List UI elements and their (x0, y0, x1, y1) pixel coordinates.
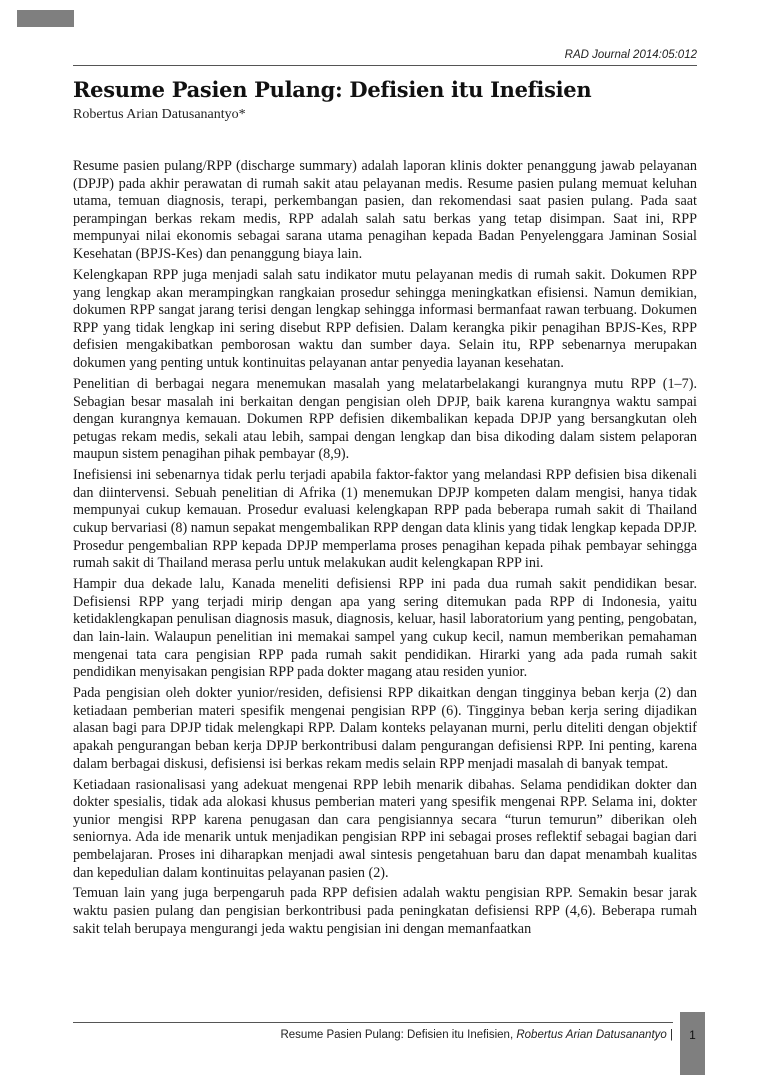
paragraph-5: Hampir dua dekade lalu, Kanada meneliti defisiensi RPP ini pada dua rumah sakit pendidikan besar. Defisiensi RPP yang terjadi mirip dengan apa yang sering ditemukan pada RPP di Indonesia, yaitu ketidaklengkapan penulisan diagnosis masuk, diagnosis, keluar, hasil laboratorium yang penting, pengobatan, dan lain-lain. Walaupun penelitian ini memakai sampel yang cukup kecil, namun memberikan pemahaman mengenai tata cara pengisian RPP pada rumah sakit pendidikan. Hirarki yang ada pada rumah sakit pendidikan menyisakan pengisian RPP pada dokter magang atau residen yunior. (73, 576, 697, 681)
footer-title: Resume Pasien Pulang: Defisien itu Inefisien, (280, 1029, 517, 1041)
article-body (73, 158, 697, 942)
footer-separator: | (666, 1029, 673, 1041)
page-number-box (680, 1012, 705, 1075)
paragraph-3: Penelitian di berbagai negara menemukan masalah yang melatarbelakangi kurangnya mutu RPP (1–7). Sebagian besar masalah ini berkaitan dengan pengisian oleh DPJP, baik karena kurangnya waktu sampai dengan kurangnya kemauan. Dokumen RPP defisien dikembalikan kepada DPJP yang bersangkutan oleh petugas rekam medis, sekali atau lebih, sampai dengan lengkap dan bisa dikoding dalam sistem pelaporan maupun sistem penagihan pihak pembayar (8,9). (73, 375, 697, 463)
running-footer (73, 1028, 673, 1042)
paragraph-2: Kelengkapan RPP juga menjadi salah satu indikator mutu pelayanan medis di rumah sakit. Dokumen RPP yang lengkap akan merampingkan rangkaian prosedur sehingga meningkatkan efisiensi. Namun demikian, dokumen RPP sangat jarang terisi dengan lengkap sehingga informasi bermanfaat rawan terbuang. Dokumen RPP yang tidak lengkap ini sering disebut RPP defisien. Dalam kerangka pikir penagihan BPJS-Kes, RPP defisien mengakibatkan pemborosan waktu dan sumber daya. Selain itu, RPP sebenarnya merupakan dokumen yang penting untuk kontinuitas pelayanan antar penyedia layanan kesehatan. (73, 266, 697, 371)
running-header-journal: RAD Journal 2014:05:012 (564, 49, 697, 61)
paragraph-1: Resume pasien pulang/RPP (discharge summary) adalah laporan klinis dokter penanggung jawab pelayanan (DPJP) pada akhir perawatan di rumah sakit atau pelayanan medis. Resume pasien pulang memuat keluhan utama, temuan diagnosis, terapi, perkembangan pasien, dan rekomendasi saat pasien pulang. Pada saat perampingan berkas rekam medis, RPP adalah salah satu berkas yang tetap disimpan. Saat ini, RPP mempunyai nilai ekonomis sebagai sarana utama penagihan kepada Badan Penyelenggara Jaminan Sosial Kesehatan (BPJS-Kes) dan penanggung biaya lain. (73, 158, 697, 262)
header-rule (73, 65, 697, 66)
article-author: Robertus Arian Datusanantyo* (73, 107, 246, 122)
paragraph-6: Pada pengisian oleh dokter yunior/residen, defisiensi RPP dikaitkan dengan tingginya beban kerja (2) dan ketiadaan pemberian materi spesifik mengenai pengisian RPP (6). Tingginya beban kerja sering dijadikan alasan bagi para DPJP tidak melengkapi RPP. Dalam konteks pelayanan murni, perlu diteliti dengan objektif apakah pengurangan beban kerja DPJP berkontribusi dalam pengurangan defisiensi RPP. Ini penting, karena dalam berbagai diskusi, defisiensi isi berkas rekam medis selain RPP menjadi masalah di banyak tempat. (73, 685, 697, 772)
footer-author: Robertus Arian Datusanantyo (516, 1029, 667, 1041)
paragraph-8: Temuan lain yang juga berpengaruh pada RPP defisien adalah waktu pengisian RPP. Semakin besar jarak waktu pasien pulang dan pengisian berkontribusi pada peningkatan defisiensi RPP (4,6). Beberapa rumah sakit telah berupaya mengurangi jeda waktu pengisian ini dengan memanfaatkan (73, 885, 697, 937)
article-title: Resume Pasien Pulang: Defisien itu Inefisien (73, 77, 592, 102)
page-number: 1 (689, 1028, 696, 1042)
corner-tab-decoration (17, 10, 74, 27)
paragraph-7: Ketiadaan rasionalisasi yang adekuat mengenai RPP lebih menarik dibahas. Selama pendidikan dokter dan dokter spesialis, tidak ada alokasi khusus pemberian materi yang spesifik mengenai RPP. Selama ini, dokter yunior mengisi RPP karena penugasan dan cara pengisiannya secara “turun temurun” diberikan oleh seniornya. Ada ide menarik untuk menjadikan pengisian RPP ini sebagai proses reflektif sebagai bagian dari pembelajaran. Proses ini diharapkan menjadi awal sintesis pengetahuan baru dan dapat menambah kualitas dan kepedulian dalam kontinuitas pelayanan pasien (2). (73, 776, 697, 881)
paragraph-4: Inefisiensi ini sebenarnya tidak perlu terjadi apabila faktor-faktor yang melandasi RPP defisien bisa dikenali dan diintervensi. Sebuah penelitian di Afrika (1) menemukan DPJP kompeten dalam mengisi, hanya tidak mempunyai cukup kemauan. Prosedur evaluasi kelengkapan RPP pada beberapa rumah sakit di Thailand cukup bervariasi (8) namun sepakat mengembalikan RPP dengan data klinis yang tidak lengkap kepada DPJP. Prosedur pengembalian RPP kepada DPJP memperlama proses penagihan kepada pihak pembayar sehingga rumah sakit di Thailand merasa perlu untuk melakukan audit kelengkapan RPP ini. (73, 467, 697, 572)
footer-rule (73, 1022, 673, 1023)
